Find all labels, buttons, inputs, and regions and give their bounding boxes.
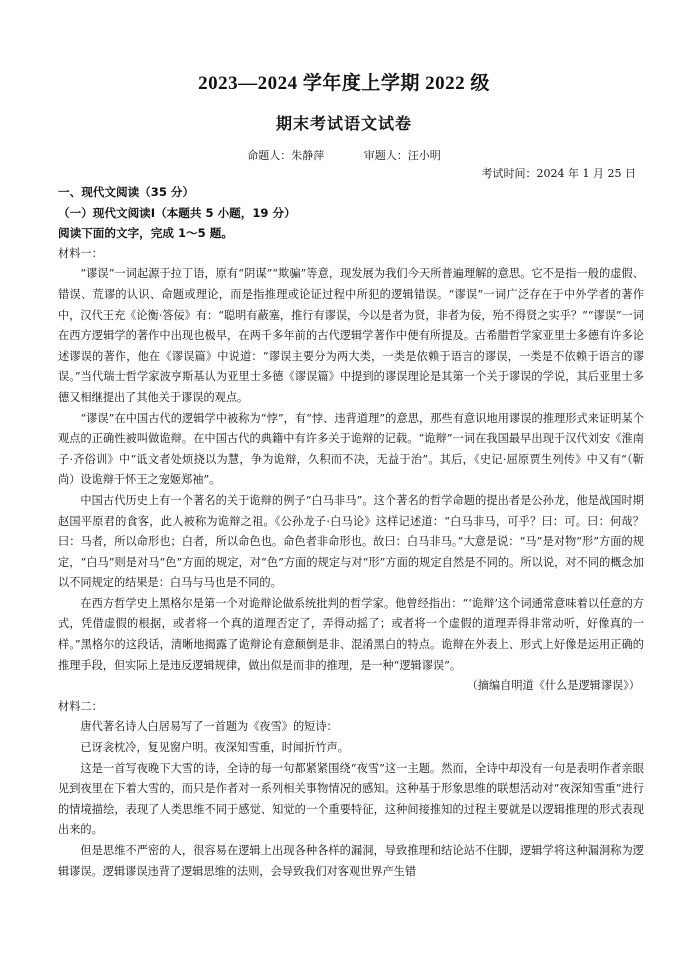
poem-line: 已讶衾枕冷，复见窗户明。夜深知雪重，时闻折竹声。	[80, 741, 349, 755]
material-two-label: 材料二：	[58, 699, 103, 713]
material-one-paragraph: “谬误”在中国古代的逻辑学中被称为“悖”，有“悖、违背道理”的意思，那些有意识地用谬误的推理形式来证明某个观点的正确性被叫做诡辩。在中国古代的典籍中有许多关于诡辩的记载。“诡辩”一词在我国最早出现于汉代刘安《淮南子·齐俗训》中“诋文者处烦挠以为慧，争为诡辩，久积而不决，无益于治”。其后，《史记·屈原贾生列传》中又有“（靳尚）设诡辩于怀王之宠姬郑袖”。	[58, 411, 644, 487]
material-one-paragraph: 在西方哲学史上黑格尔是第一个对诡辩论做系统批判的哲学家。他曾经指出：“‘诡辩’这个词通常意味着以任意的方式，凭借虚假的根据，或者将一个真的道理否定了，弄得动摇了；或者将一个虚假的道理弄得非常动听，好像真的一样。”黑格尔的这段话，清晰地揭露了诡辩论有意颠倒是非、混淆黑白的特点。诡辩在外表上、形式上好像是运用正确的推理手段，但实际上是违反逻辑规律，做出似是而非的推理，是一种“逻辑谬误”。	[58, 596, 644, 672]
question-author: 命题人：朱静萍	[247, 149, 325, 162]
reading-instruction: 阅读下面的文字，完成 1～5 题。	[58, 226, 233, 241]
material-two-paragraph: 但是思维不严密的人，很容易在逻辑上出现各种各样的漏洞，导致推理和结论站不住脚，逻辑学将这种漏洞称为逻辑谬误。逻辑谬误违背了逻辑思维的法则，会导致我们对客观世界产生错	[58, 844, 644, 878]
section-heading: 一、现代文阅读（35 分）	[58, 185, 195, 199]
exam-body	[58, 182, 644, 882]
exam-subtitle: 期末考试语文试卷	[275, 114, 412, 133]
material-one-paragraph: “谬误”一词起源于拉丁语，原有“阴谋”“欺骗”等意，现发展为我们今天所普遍理解的意思。它不是指一般的虚假、错误、荒谬的认识、命题或理论，而是指推理或论证过程中所犯的逻辑错误。“谬误”一词广泛存在于中外学者的著作中，汉代王充《论衡·答佞》有：“聪明有蔽塞，推行有谬误，今以是者为贤，非者为佞，殆不得贤之实乎？”“谬误”一词在西方逻辑学的著作中出现也极早，在两千多年前的古代逻辑学著作中便有所提及。古希腊哲学家亚里士多德有许多论述谬误的著作，他在《谬误篇》中说道：“谬误主要分为两大类，一类是依赖于语言的谬误，一类是不依赖于语言的谬误。”当代瑞士哲学家波亨斯基认为亚里士多德《谬误篇》中提到的谬误理论是其第一个关于谬误的学说，其后亚里士多德又相继提出了其他关于谬误的观点。	[58, 267, 644, 404]
subsection-heading: （一）现代文阅读Ⅰ（本题共 5 小题，19 分）	[58, 205, 296, 220]
author-line	[0, 147, 688, 163]
material-two-paragraph: 唐代著名诗人白居易写了一首题为《夜雪》的短诗：	[80, 720, 338, 734]
material-two-paragraph: 这是一首写夜晚下大雪的诗，全诗的每一句都紧紧围绕“夜雪”这一主题。然而，全诗中却没有一句是表明作者亲眼见到夜里在下着大雪的，而只是作者对一系列相关事物情况的感知。这种基于形象思维的联想活动对“夜深知雪重”进行的情境描绘，表现了人类思维不同于感觉、知觉的一个重要特征，这种间接推知的过程主要就是以逻辑推理的形式表现出来的。	[58, 761, 644, 837]
material-one-paragraph: 中国古代历史上有一个著名的关于诡辩的例子“白马非马”。这个著名的哲学命题的提出者是公孙龙，他是战国时期赵国平原君的食客，此人被称为诡辩之祖。《公孙龙子·白马论》这样记述道：“白马非马，可乎？曰：可。曰：何哉？曰：马者，所以命形也；白者，所以命色也。命色者非命形也。故曰：白马非马。”大意是说：“马”是对物“形”方面的规定，“白马”则是对马“色”方面的规定，对“色”方面的规定与对“形”方面的规定自然是不同的。所以说，对不同的概念加以不同规定的结果是：白马与马也是不同的。	[58, 493, 644, 590]
material-one-source: （摘编自明道《什么是逻辑谬误》）	[466, 679, 640, 693]
exam-time: 考试时间：2024 年 1 月 25 日	[481, 167, 636, 180]
exam-title: 2023—2024 学年度上学期 2022 级	[198, 73, 490, 94]
material-one-label: 材料一：	[58, 246, 103, 260]
question-reviewer: 审题人：汪小明	[363, 149, 441, 162]
